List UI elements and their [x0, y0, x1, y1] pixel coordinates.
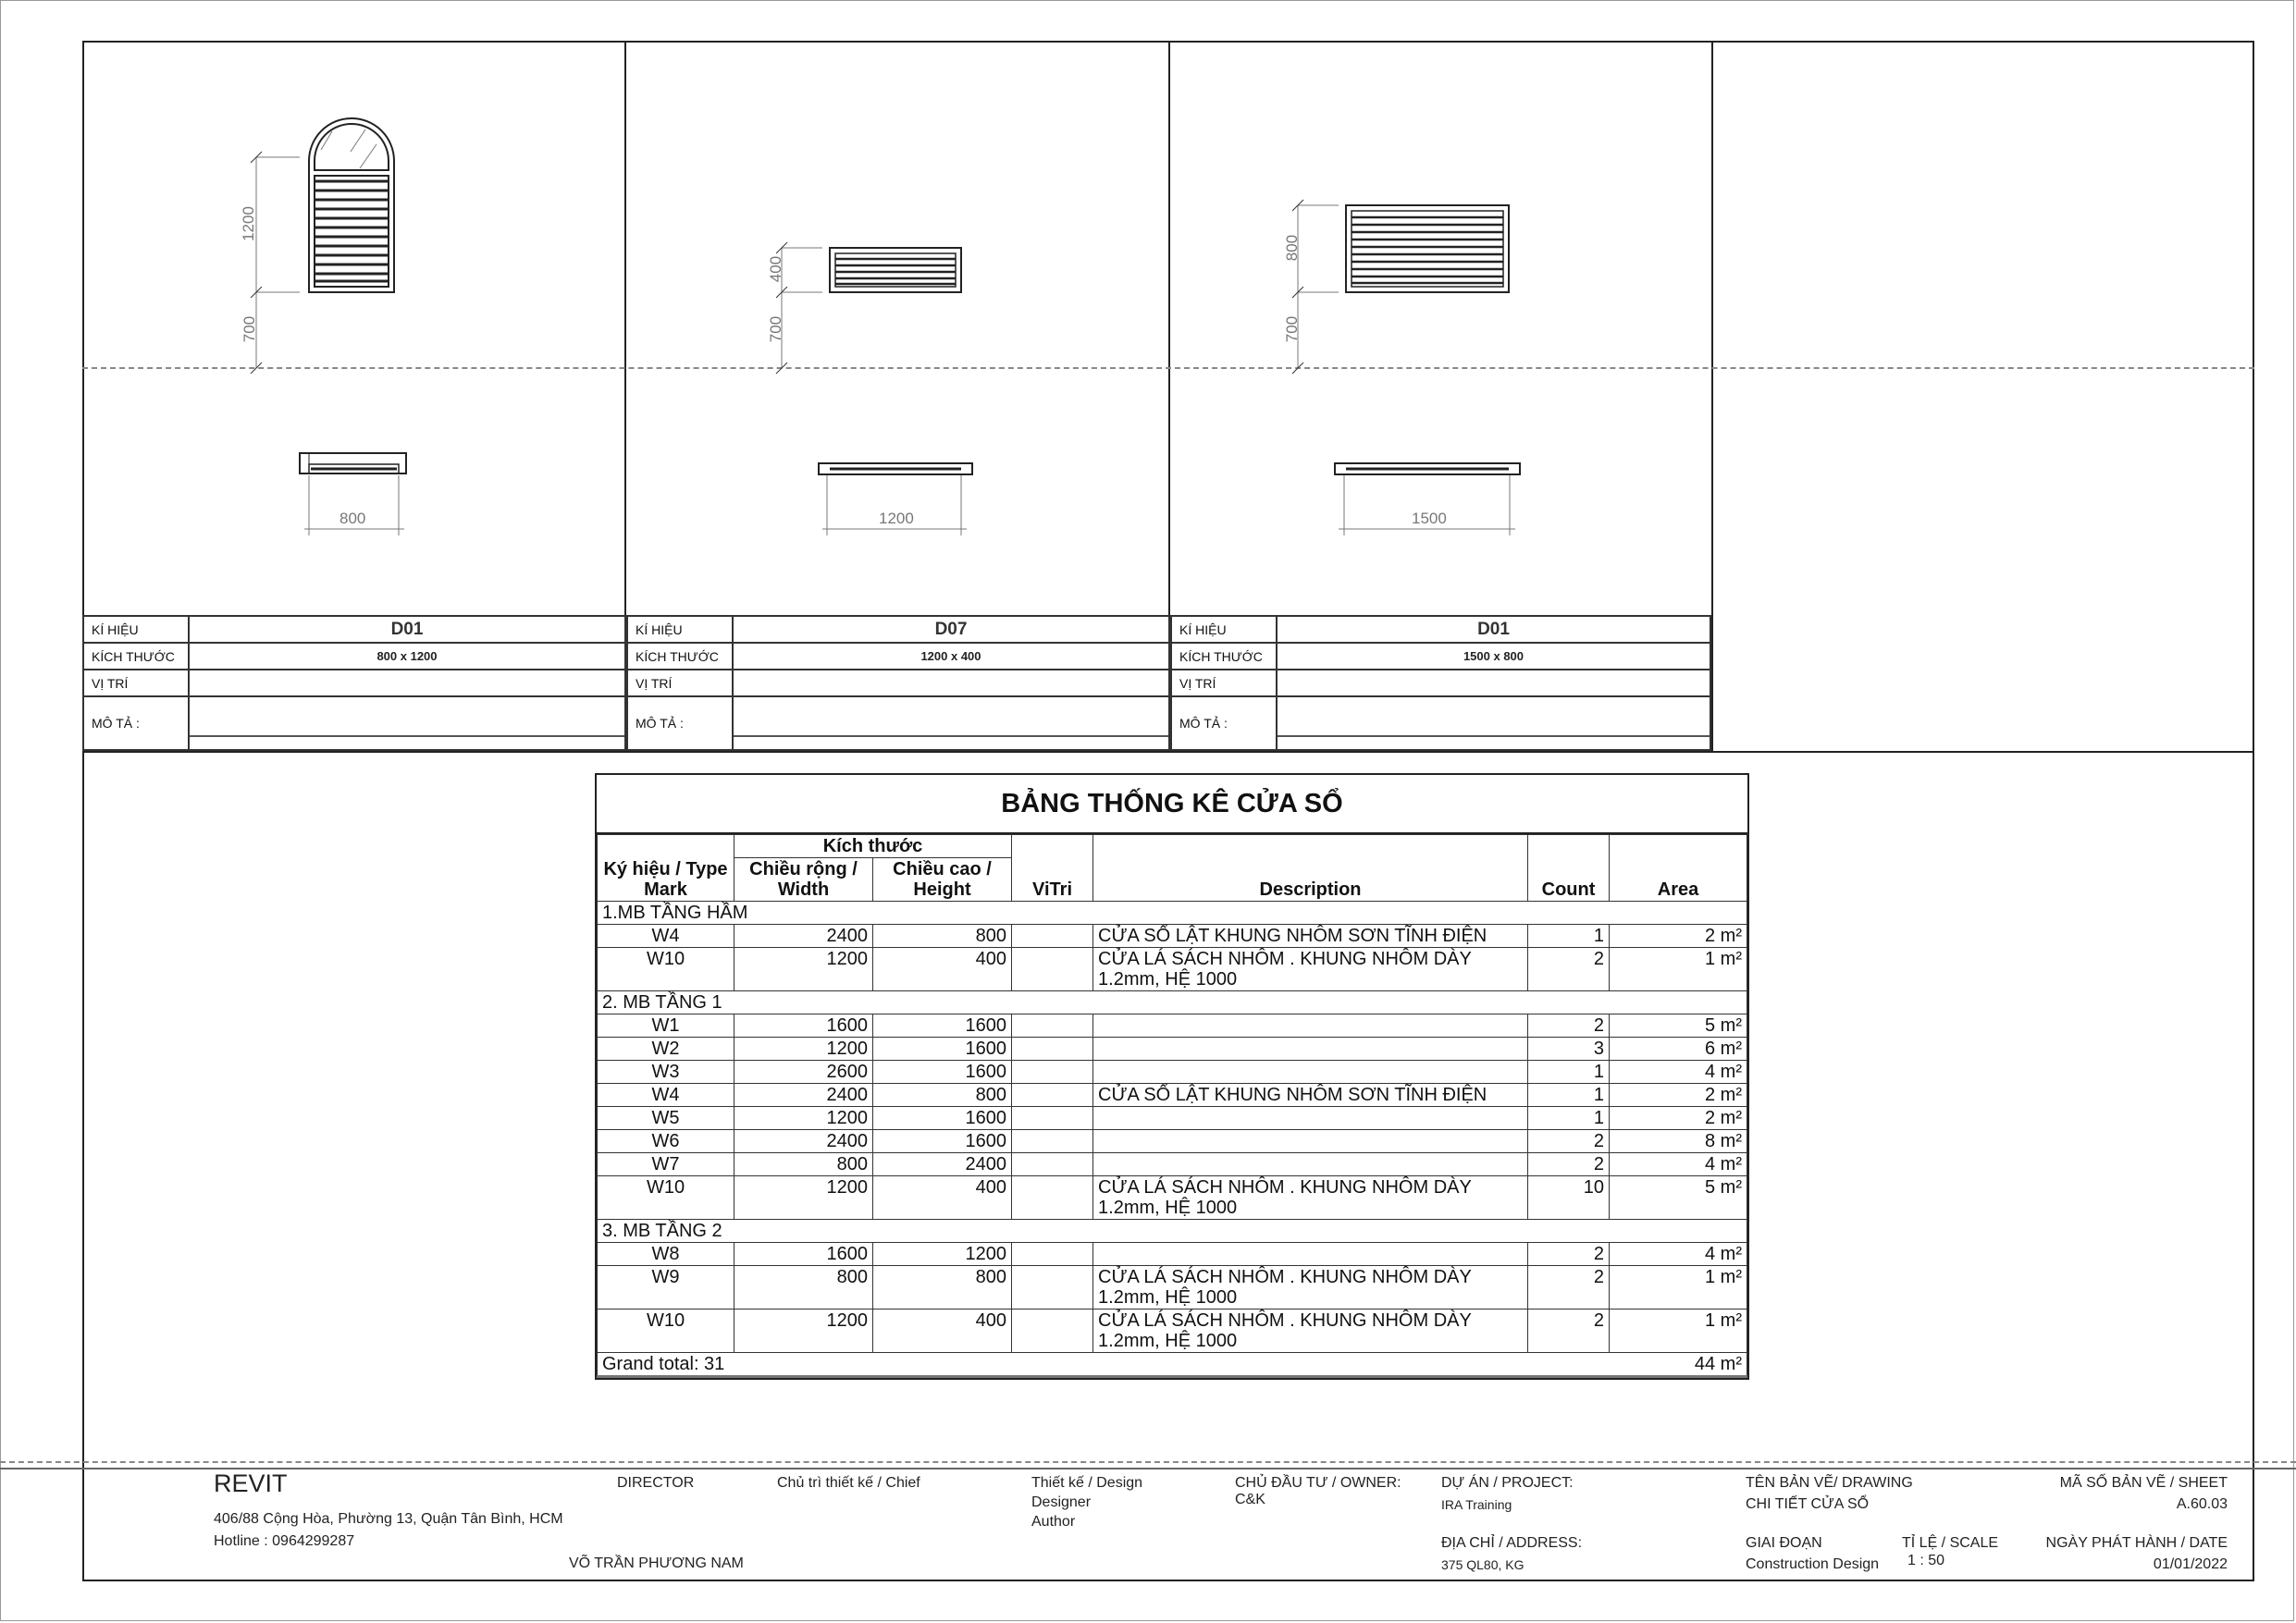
description-value — [733, 696, 1169, 750]
window-elevation-d01 — [309, 118, 394, 292]
cell-description: CỬA LÁ SÁCH NHÔM . KHUNG NHÔM DÀY 1.2mm, HỆ 1000 — [1093, 1266, 1528, 1309]
cell-width: 2400 — [734, 1130, 873, 1153]
cell-area: 6 m² — [1610, 1038, 1747, 1061]
cell-height: 1600 — [873, 1107, 1012, 1130]
cell-width: 1200 — [734, 1309, 873, 1353]
cell-mark: W7 — [598, 1153, 734, 1176]
cell-height: 1600 — [873, 1130, 1012, 1153]
cell-location — [1012, 1061, 1093, 1084]
cell-description — [1093, 1061, 1528, 1084]
schedule-title: BẢNG THỐNG KÊ CỬA SỔ — [597, 775, 1747, 834]
cell-height: 1200 — [873, 1243, 1012, 1266]
cell-area: 4 m² — [1610, 1243, 1747, 1266]
width-dim-label: 800 — [339, 510, 366, 527]
description-label: MÔ TẢ : — [627, 696, 733, 750]
cell-description — [1093, 1014, 1528, 1038]
cell-width: 800 — [734, 1266, 873, 1309]
table-row — [598, 1266, 1747, 1309]
group-name: 1.MB TẦNG HẦM — [598, 902, 1747, 925]
cell-count: 1 — [1528, 1084, 1610, 1107]
mark-value: D07 — [733, 616, 1169, 643]
cell-width: 1600 — [734, 1243, 873, 1266]
mark-value: D01 — [1277, 616, 1710, 643]
sheet-label: MÃ SỐ BẢN VẼ / SHEET — [2059, 1475, 2228, 1491]
table-row — [598, 1309, 1747, 1353]
cell-location — [1012, 1153, 1093, 1176]
size-label: KÍCH THƯỚC — [627, 643, 733, 670]
table-row — [598, 1014, 1747, 1038]
cell-count: 1 — [1528, 925, 1610, 948]
cell-mark: W10 — [598, 1309, 734, 1353]
header-size-group: Kích thước — [734, 835, 1012, 858]
sheet-number: A.60.03 — [2176, 1496, 2228, 1512]
company-name: REVIT — [214, 1469, 288, 1497]
header-width: Chiều rộng / Width — [734, 858, 873, 902]
date-label: NGÀY PHÁT HÀNH / DATE — [2045, 1535, 2228, 1551]
table-row — [598, 925, 1747, 948]
cell-width: 2400 — [734, 925, 873, 948]
cell-location — [1012, 1038, 1093, 1061]
cell-area: 8 m² — [1610, 1130, 1747, 1153]
description-label: MÔ TẢ : — [83, 696, 189, 750]
cell-width: 2600 — [734, 1061, 873, 1084]
cell-description: CỬA SỔ LẬT KHUNG NHÔM SƠN TĨNH ĐIỆN — [1093, 925, 1528, 948]
table-row — [598, 1061, 1747, 1084]
site-address-value: 375 QL80, KG — [1441, 1557, 1524, 1572]
cell-mark: W4 — [598, 925, 734, 948]
cell-mark: W10 — [598, 1176, 734, 1220]
sill-dim-label: 700 — [1283, 315, 1302, 343]
height-dim-label: 800 — [1283, 234, 1302, 262]
cell-location — [1012, 1309, 1093, 1353]
designer-label: Designer — [1031, 1494, 1092, 1510]
location-value — [733, 670, 1169, 696]
window-schedule — [595, 773, 1749, 1380]
legend-table-2 — [626, 615, 1170, 751]
cell-count: 1 — [1528, 1107, 1610, 1130]
group-header-row — [598, 902, 1747, 925]
cell-width: 800 — [734, 1153, 873, 1176]
cell-area: 5 m² — [1610, 1014, 1747, 1038]
cell-location — [1012, 1130, 1093, 1153]
cell-count: 1 — [1528, 1061, 1610, 1084]
cell-count: 3 — [1528, 1038, 1610, 1061]
table-row — [598, 1176, 1747, 1220]
window-plan-d01b — [1335, 463, 1520, 474]
owner-label: CHỦ ĐẦU TƯ / OWNER: — [1235, 1475, 1401, 1491]
table-row — [598, 1153, 1747, 1176]
header-description: Description — [1093, 835, 1528, 902]
cell-height: 1600 — [873, 1061, 1012, 1084]
cell-description — [1093, 1243, 1528, 1266]
cell-width: 1200 — [734, 948, 873, 991]
cell-location — [1012, 1107, 1093, 1130]
cell-height: 2400 — [873, 1153, 1012, 1176]
group-header-row — [598, 991, 1747, 1014]
cell-description: CỬA LÁ SÁCH NHÔM . KHUNG NHÔM DÀY 1.2mm, HỆ 1000 — [1093, 948, 1528, 991]
cell-area: 2 m² — [1610, 1084, 1747, 1107]
sill-dim-label: 700 — [767, 315, 785, 343]
cell-height: 400 — [873, 1309, 1012, 1353]
cell-height: 400 — [873, 948, 1012, 991]
table-row — [598, 948, 1747, 991]
header-height: Chiều cao / Height — [873, 858, 1012, 902]
chief-label: Chủ trì thiết kế / Chief — [777, 1475, 920, 1491]
cell-description: CỬA SỔ LẬT KHUNG NHÔM SƠN TĨNH ĐIỆN — [1093, 1084, 1528, 1107]
cell-width: 1200 — [734, 1107, 873, 1130]
cell-height: 800 — [873, 1084, 1012, 1107]
cell-location — [1012, 948, 1093, 991]
cell-area: 4 m² — [1610, 1153, 1747, 1176]
description-value — [1277, 696, 1710, 750]
cell-count: 2 — [1528, 1014, 1610, 1038]
header-mark: Ký hiệu / Type Mark — [598, 835, 734, 902]
mark-value: D01 — [189, 616, 625, 643]
table-row — [598, 1107, 1747, 1130]
drawing-label: TÊN BẢN VẼ/ DRAWING — [1746, 1475, 1913, 1491]
grand-total-area: 44 m² — [1610, 1353, 1747, 1377]
director-label: DIRECTOR — [617, 1475, 695, 1491]
cell-location — [1012, 925, 1093, 948]
cell-count: 2 — [1528, 1153, 1610, 1176]
cell-area: 1 m² — [1610, 1309, 1747, 1353]
cell-width: 1600 — [734, 1014, 873, 1038]
title-block-separator — [0, 1461, 2296, 1469]
cell-location — [1012, 1084, 1093, 1107]
cell-mark: W3 — [598, 1061, 734, 1084]
sill-dim-label: 700 — [241, 315, 259, 343]
width-dim-label: 1500 — [1412, 510, 1447, 527]
cell-area: 1 m² — [1610, 1266, 1747, 1309]
phase-value: Construction Design — [1746, 1556, 1880, 1572]
window-plan-d01 — [300, 453, 406, 473]
cell-height: 800 — [873, 925, 1012, 948]
table-row — [598, 1243, 1747, 1266]
description-value — [189, 696, 625, 750]
cell-location — [1012, 1176, 1093, 1220]
location-label: VỊ TRÍ — [83, 670, 189, 696]
cell-mark: W9 — [598, 1266, 734, 1309]
cell-location — [1012, 1243, 1093, 1266]
size-value: 1200 x 400 — [733, 643, 1169, 670]
cell-mark: W2 — [598, 1038, 734, 1061]
owner-value: C&K — [1235, 1492, 1265, 1507]
location-label: VỊ TRÍ — [627, 670, 733, 696]
drawing-value: CHI TIẾT CỬA SỔ — [1746, 1496, 1870, 1512]
table-row — [598, 1038, 1747, 1061]
size-value: 1500 x 800 — [1277, 643, 1710, 670]
cell-description — [1093, 1038, 1528, 1061]
width-dim-label: 1200 — [879, 510, 914, 527]
cell-description — [1093, 1107, 1528, 1130]
size-label: KÍCH THƯỚC — [1171, 643, 1277, 670]
cell-description: CỬA LÁ SÁCH NHÔM . KHUNG NHÔM DÀY 1.2mm, HỆ 1000 — [1093, 1176, 1528, 1220]
date-value: 01/01/2022 — [2153, 1556, 2228, 1572]
location-label: VỊ TRÍ — [1171, 670, 1277, 696]
height-dim-label: 400 — [767, 255, 785, 283]
size-value: 800 x 1200 — [189, 643, 625, 670]
cell-count: 2 — [1528, 1266, 1610, 1309]
cell-width: 2400 — [734, 1084, 873, 1107]
header-count: Count — [1528, 835, 1610, 902]
legend-table-3 — [1170, 615, 1711, 751]
project-label: DỰ ÁN / PROJECT: — [1441, 1475, 1574, 1491]
cell-width: 1200 — [734, 1176, 873, 1220]
cell-count: 10 — [1528, 1176, 1610, 1220]
header-location: ViTri — [1012, 835, 1093, 902]
cell-location — [1012, 1266, 1093, 1309]
cell-description — [1093, 1130, 1528, 1153]
cell-width: 1200 — [734, 1038, 873, 1061]
scale-label: TỈ LỆ / SCALE — [1902, 1535, 1999, 1551]
mark-label: KÍ HIỆU — [83, 616, 189, 643]
window-elevation-d07 — [830, 248, 961, 292]
description-label: MÔ TẢ : — [1171, 696, 1277, 750]
cell-area: 2 m² — [1610, 1107, 1747, 1130]
cell-height: 1600 — [873, 1014, 1012, 1038]
company-address: 406/88 Cộng Hòa, Phường 13, Quận Tân Bình, HCM — [214, 1511, 563, 1527]
cell-mark: W4 — [598, 1084, 734, 1107]
cell-mark: W10 — [598, 948, 734, 991]
cell-height: 400 — [873, 1176, 1012, 1220]
window-elevation-d01b — [1346, 205, 1509, 292]
table-row — [598, 1130, 1747, 1153]
cell-description — [1093, 1153, 1528, 1176]
design-label: Thiết kế / Design — [1031, 1475, 1143, 1491]
cell-location — [1012, 1014, 1093, 1038]
cell-count: 2 — [1528, 1243, 1610, 1266]
cell-area: 4 m² — [1610, 1061, 1747, 1084]
cell-area: 5 m² — [1610, 1176, 1747, 1220]
legend-table-1 — [82, 615, 626, 751]
cell-mark: W6 — [598, 1130, 734, 1153]
grand-total-row — [598, 1353, 1747, 1377]
mark-label: KÍ HIỆU — [627, 616, 733, 643]
cell-area: 1 m² — [1610, 948, 1747, 991]
header-area: Area — [1610, 835, 1747, 902]
scale-value: 1 : 50 — [1907, 1553, 1945, 1568]
director-name: VÕ TRẦN PHƯƠNG NAM — [569, 1555, 744, 1571]
dimension-lines-d01b — [1292, 200, 1339, 374]
window-plan-d07 — [819, 463, 972, 474]
cell-mark: W5 — [598, 1107, 734, 1130]
phase-label: GIAI ĐOẠN — [1746, 1535, 1822, 1551]
group-name: 2. MB TẦNG 1 — [598, 991, 1747, 1014]
group-name: 3. MB TẦNG 2 — [598, 1220, 1747, 1243]
height-dim-label: 1200 — [239, 206, 257, 241]
cell-description: CỬA LÁ SÁCH NHÔM . KHUNG NHÔM DÀY 1.2mm, HỆ 1000 — [1093, 1309, 1528, 1353]
cell-count: 2 — [1528, 1309, 1610, 1353]
cell-count: 2 — [1528, 1130, 1610, 1153]
location-value — [1277, 670, 1710, 696]
cell-height: 800 — [873, 1266, 1012, 1309]
designer-value: Author — [1031, 1514, 1076, 1530]
cell-count: 2 — [1528, 948, 1610, 991]
schedule-table — [597, 834, 1747, 1378]
cell-area: 2 m² — [1610, 925, 1747, 948]
site-address-label: ĐỊA CHỈ / ADDRESS: — [1441, 1535, 1583, 1551]
table-row — [598, 1084, 1747, 1107]
company-hotline: Hotline : 0964299287 — [214, 1533, 355, 1549]
mark-label: KÍ HIỆU — [1171, 616, 1277, 643]
schedule-body — [598, 902, 1747, 1353]
cell-mark: W1 — [598, 1014, 734, 1038]
size-label: KÍCH THƯỚC — [83, 643, 189, 670]
location-value — [189, 670, 625, 696]
grand-total-label: Grand total: 31 — [598, 1353, 1610, 1377]
project-value: IRA Training — [1441, 1497, 1512, 1512]
group-header-row — [598, 1220, 1747, 1243]
cell-mark: W8 — [598, 1243, 734, 1266]
cell-height: 1600 — [873, 1038, 1012, 1061]
